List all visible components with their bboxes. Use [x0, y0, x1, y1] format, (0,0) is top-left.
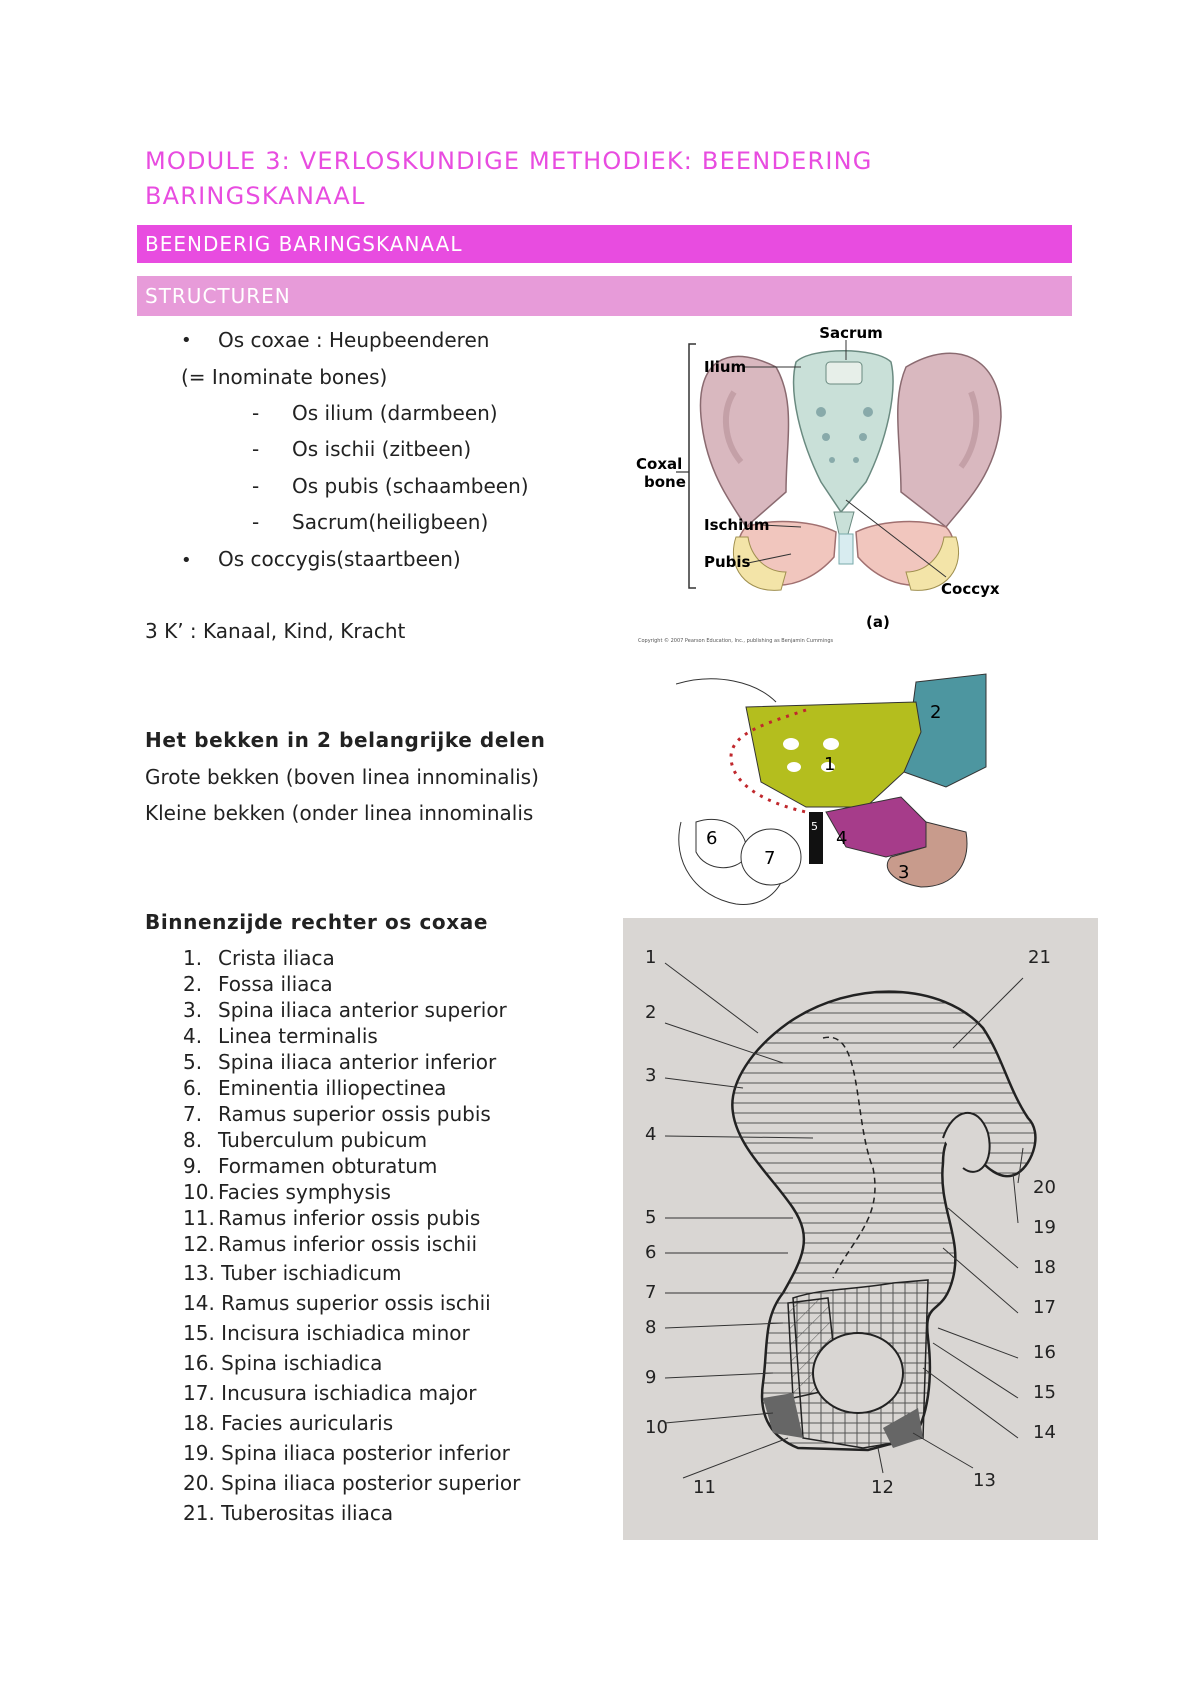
- three-k-line: 3 K’ : Kanaal, Kind, Kracht: [145, 619, 406, 643]
- figure2-label: 6: [706, 828, 718, 849]
- page-title: MODULE 3: VERLOSKUNDIGE METHODIEK: BEENDERING BARINGSKANAAL: [145, 147, 873, 210]
- bekken-heading: Het bekken in 2 belangrijke delen: [145, 728, 546, 752]
- dash: -: [252, 437, 260, 461]
- figure3-label: 21: [1028, 947, 1051, 968]
- label-figure-a: (a): [866, 613, 890, 631]
- binnenzijde-heading: Binnenzijde rechter os coxae: [145, 910, 489, 934]
- right-ilium: [898, 353, 1001, 527]
- bullet-dot: •: [181, 330, 192, 351]
- label-ilium: Ilium: [704, 358, 747, 376]
- foramen-obturatum: [813, 1333, 903, 1413]
- list-item: 6. Eminentia illiopectinea: [183, 1076, 447, 1100]
- bullet-dot: •: [181, 550, 192, 571]
- pelvis-segments-figure: [676, 672, 996, 912]
- bekken-line-2: Kleine bekken (onder linea innominalis: [145, 801, 534, 825]
- coccyx: [834, 512, 854, 534]
- list-item: 19. Spina iliaca posterior inferior: [183, 1441, 510, 1465]
- sub-item-ilium: Os ilium (darmbeen): [292, 401, 498, 425]
- label-pubis: Pubis: [704, 553, 751, 571]
- list-item: 14. Ramus superior ossis ischii: [183, 1291, 491, 1315]
- figure3-label: 6: [645, 1242, 657, 1263]
- figure3-label: 9: [645, 1367, 657, 1388]
- list-item: 11. Ramus inferior ossis pubis: [183, 1206, 481, 1230]
- list-item: 10. Facies symphysis: [183, 1180, 391, 1204]
- subsection-bar: STRUCTUREN: [137, 276, 1072, 316]
- figure3-label: 11: [693, 1477, 716, 1498]
- figure-credit: Copyright © 2007 Pearson Education, Inc., publishing as Benjamin Cummings: [638, 638, 834, 644]
- list-item: 2. Fossa iliaca: [183, 972, 333, 996]
- list-item: 12. Ramus inferior ossis ischii: [183, 1232, 477, 1256]
- figure2-label: 2: [930, 702, 942, 723]
- figure2-label: 3: [898, 862, 910, 883]
- list-item: 4. Linea terminalis: [183, 1024, 378, 1048]
- figure3-label: 8: [645, 1317, 657, 1338]
- os-coxae-figure: [623, 918, 1098, 1540]
- label-bone: bone: [644, 473, 686, 491]
- figure3-label: 16: [1033, 1342, 1056, 1363]
- figure3-label: 15: [1033, 1382, 1056, 1403]
- figure3-label: 13: [973, 1470, 996, 1491]
- left-ilium: [700, 356, 788, 527]
- pubic-symphysis: [839, 534, 853, 564]
- label-coxal: Coxal: [636, 455, 683, 473]
- label-ischium: Ischium: [704, 516, 770, 534]
- bekken-line-1: Grote bekken (boven linea innominalis): [145, 765, 539, 789]
- list-item: 15. Incisura ischiadica minor: [183, 1321, 470, 1345]
- figure3-label: 5: [645, 1207, 657, 1228]
- figure2-label: 1: [824, 754, 836, 775]
- figure3-label: 10: [645, 1417, 668, 1438]
- figure3-label: 12: [871, 1477, 894, 1498]
- list-item: 21. Tuberositas iliaca: [183, 1501, 394, 1525]
- list-item: 18. Facies auricularis: [183, 1411, 394, 1435]
- figure2-label: 4: [836, 828, 848, 849]
- dash: -: [252, 401, 260, 425]
- dash: -: [252, 510, 260, 534]
- figure3-label: 17: [1033, 1297, 1056, 1318]
- list-item: 13. Tuber ischiadicum: [183, 1261, 402, 1285]
- list-item: 17. Incusura ischiadica major: [183, 1381, 477, 1405]
- sub-item-ischii: Os ischii (zitbeen): [292, 437, 472, 461]
- pelvis-anatomy-figure: [636, 322, 1036, 652]
- list-item: 9. Formamen obturatum: [183, 1154, 438, 1178]
- figure3-label: 3: [645, 1065, 657, 1086]
- list-item: 16. Spina ischiadica: [183, 1351, 383, 1375]
- figure3-label: 20: [1033, 1177, 1056, 1198]
- bullet-os-coxae: Os coxae : Heupbeenderen: [218, 328, 490, 352]
- sub-item-pubis: Os pubis (schaambeen): [292, 474, 529, 498]
- segment-6: [696, 819, 747, 867]
- figure2-label: 7: [764, 848, 776, 869]
- figure3-label: 19: [1033, 1217, 1056, 1238]
- bullet-os-coccygis: Os coccygis(staartbeen): [218, 547, 461, 571]
- figure3-label: 4: [645, 1124, 657, 1145]
- label-sacrum: Sacrum: [819, 324, 883, 342]
- dash: -: [252, 474, 260, 498]
- bullet-note: (= Inominate bones): [181, 365, 388, 389]
- figure2-label: 5: [811, 820, 818, 833]
- list-item: 5. Spina iliaca anterior inferior: [183, 1050, 497, 1074]
- label-coccyx: Coccyx: [941, 580, 1000, 598]
- figure3-label: 2: [645, 1002, 657, 1023]
- figure3-label: 1: [645, 947, 657, 968]
- list-item: 3. Spina iliaca anterior superior: [183, 998, 507, 1022]
- list-item: 1. Crista iliaca: [183, 946, 335, 970]
- sub-item-sacrum: Sacrum(heiligbeen): [292, 510, 489, 534]
- list-item: 7. Ramus superior ossis pubis: [183, 1102, 491, 1126]
- list-item: 8. Tuberculum pubicum: [183, 1128, 428, 1152]
- figure3-label: 18: [1033, 1257, 1056, 1278]
- list-item: 20. Spina iliaca posterior superior: [183, 1471, 521, 1495]
- section-bar: BEENDERIG BARINGSKANAAL: [137, 225, 1072, 263]
- figure3-label: 14: [1033, 1422, 1056, 1443]
- figure3-label: 7: [645, 1282, 657, 1303]
